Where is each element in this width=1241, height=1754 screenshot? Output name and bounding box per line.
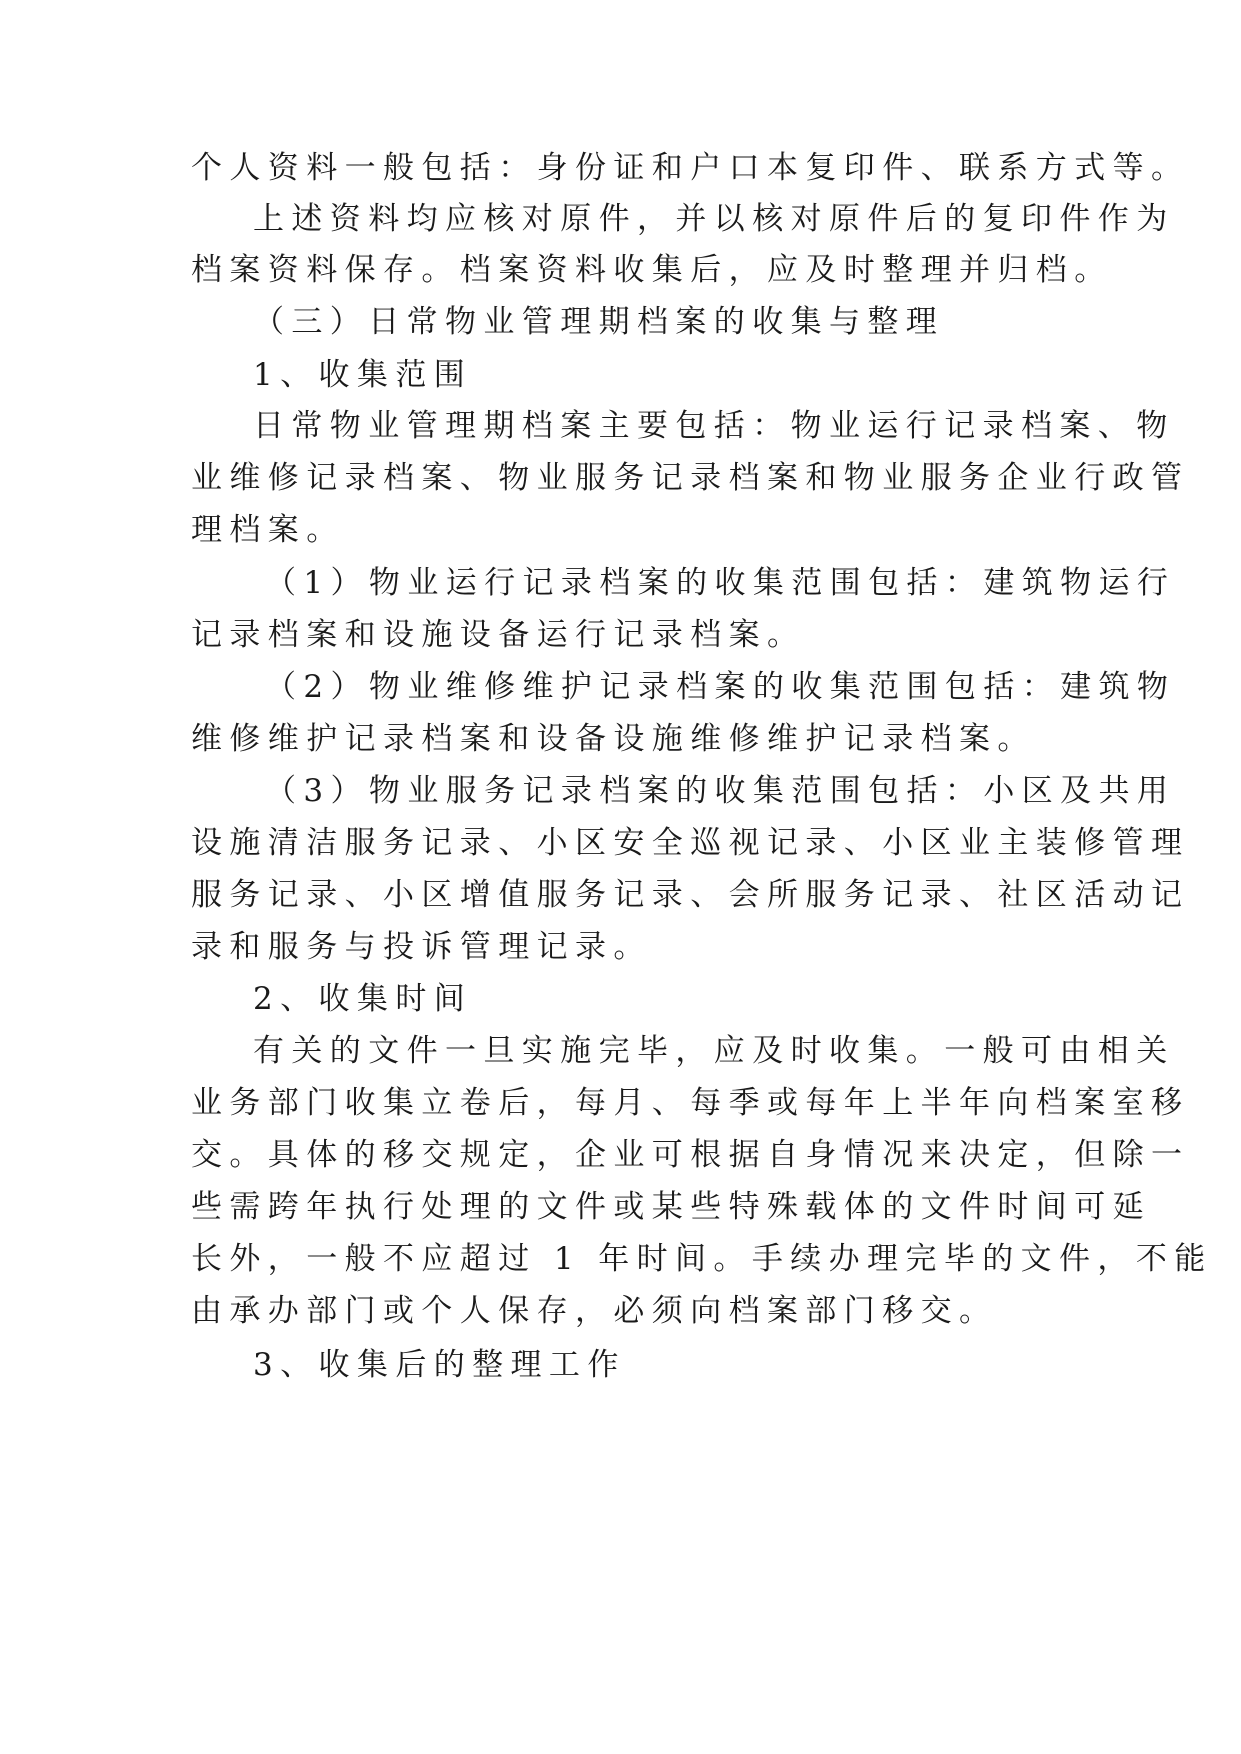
text-line: 长外，一般不应超过 1 年时间。手续办理完毕的文件，不能 bbox=[191, 1241, 1213, 1277]
subsection-heading: 1、收集范围 bbox=[253, 357, 473, 393]
section-heading: （三）日常物业管理期档案的收集与整理 bbox=[253, 304, 945, 340]
text-line: （3）物业服务记录档案的收集范围包括：小区及共用 bbox=[265, 773, 1176, 809]
subsection-heading: 2、收集时间 bbox=[253, 981, 473, 1017]
text-line: 有关的文件一旦实施完毕，应及时收集。一般可由相关 bbox=[253, 1033, 1175, 1069]
text-line: 档案资料保存。档案资料收集后，应及时整理并归档。 bbox=[191, 252, 1113, 288]
subsection-heading: 3、收集后的整理工作 bbox=[253, 1347, 626, 1383]
text-line: 由承办部门或个人保存，必须向档案部门移交。 bbox=[191, 1293, 998, 1329]
text-line: 交。具体的移交规定，企业可根据自身情况来决定，但除一 bbox=[191, 1137, 1190, 1173]
text-line: 设施清洁服务记录、小区安全巡视记录、小区业主装修管理 bbox=[191, 825, 1190, 861]
text-line: 录和服务与投诉管理记录。 bbox=[191, 929, 652, 965]
text-line: 上述资料均应核对原件，并以核对原件后的复印件作为 bbox=[253, 201, 1175, 237]
text-line: （1）物业运行记录档案的收集范围包括：建筑物运行 bbox=[265, 565, 1176, 601]
text-line: 日常物业管理期档案主要包括：物业运行记录档案、物 bbox=[253, 408, 1175, 444]
text-line: 记录档案和设施设备运行记录档案。 bbox=[191, 617, 806, 653]
text-line: 业维修记录档案、物业服务记录档案和物业服务企业行政管 bbox=[191, 460, 1190, 496]
text-line: 理档案。 bbox=[191, 512, 345, 548]
text-line: 维修维护记录档案和设备设施维修维护记录档案。 bbox=[191, 721, 1036, 757]
text-line: 服务记录、小区增值服务记录、会所服务记录、社区活动记 bbox=[191, 877, 1190, 913]
text-line: 个人资料一般包括：身份证和户口本复印件、联系方式等。 bbox=[191, 150, 1190, 186]
text-line: 业务部门收集立卷后，每月、每季或每年上半年向档案室移 bbox=[191, 1085, 1190, 1121]
text-line: 些需跨年执行处理的文件或某些特殊载体的文件时间可延 bbox=[191, 1189, 1151, 1225]
text-line: （2）物业维修维护记录档案的收集范围包括：建筑物 bbox=[265, 669, 1176, 705]
